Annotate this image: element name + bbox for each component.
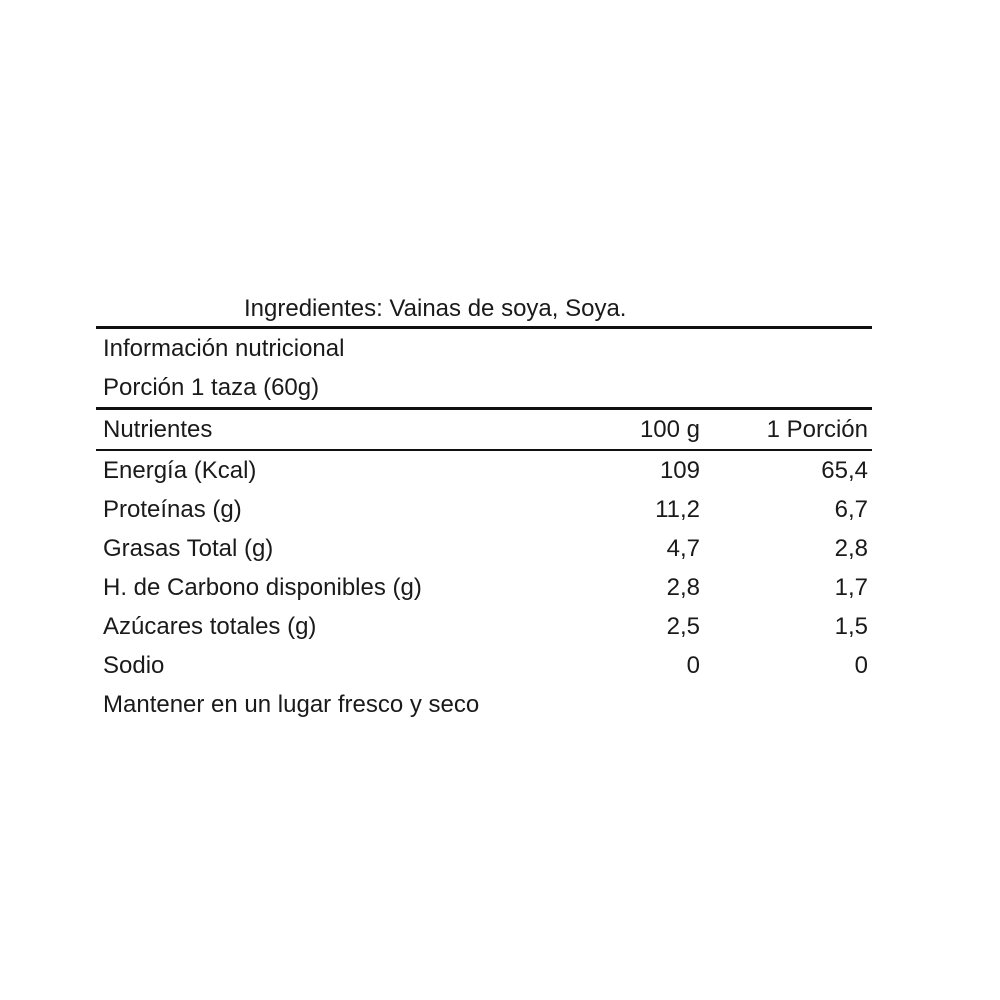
nutrient-per-100g: 2,8 <box>666 574 700 601</box>
table-row <box>96 451 872 490</box>
nutrient-name: H. de Carbono disponibles (g) <box>103 574 422 601</box>
table-header <box>96 410 872 449</box>
nutrient-per-100g: 11,2 <box>655 496 700 523</box>
table-row <box>96 529 872 568</box>
table-row <box>96 490 872 529</box>
nutrient-per-100g: 109 <box>659 457 700 484</box>
storage-instructions: Mantener en un lugar fresco y seco <box>103 691 480 718</box>
nutrient-per-serving: 0 <box>854 652 868 679</box>
nutrition-label <box>96 292 872 724</box>
table-row <box>96 607 872 646</box>
header-per-100g: 100 g <box>639 416 700 443</box>
nutrient-per-100g: 2,5 <box>666 613 700 640</box>
nutrient-per-serving: 1,7 <box>834 574 868 601</box>
nutrient-per-100g: 4,7 <box>666 535 700 562</box>
header-per-serving: 1 Porción <box>766 416 868 443</box>
table-row <box>96 646 872 685</box>
nutrient-name: Sodio <box>103 652 165 679</box>
nutrient-name: Proteínas (g) <box>103 496 242 523</box>
nutrient-per-100g: 0 <box>686 652 700 679</box>
info-title: Información nutricional <box>103 335 345 362</box>
nutrient-per-serving: 2,8 <box>834 535 868 562</box>
nutrient-per-serving: 6,7 <box>834 496 868 523</box>
ingredients-text: Ingredientes: Vainas de soya, Soya. <box>244 295 627 322</box>
header-nutrient: Nutrientes <box>103 416 213 443</box>
serving-size: Porción 1 taza (60g) <box>103 374 320 401</box>
nutrient-per-serving: 65,4 <box>821 457 868 484</box>
table-row <box>96 568 872 607</box>
nutrient-name: Azúcares totales (g) <box>103 613 317 640</box>
nutrient-name: Energía (Kcal) <box>103 457 257 484</box>
nutrient-per-serving: 1,5 <box>834 613 868 640</box>
nutrient-name: Grasas Total (g) <box>103 535 274 562</box>
